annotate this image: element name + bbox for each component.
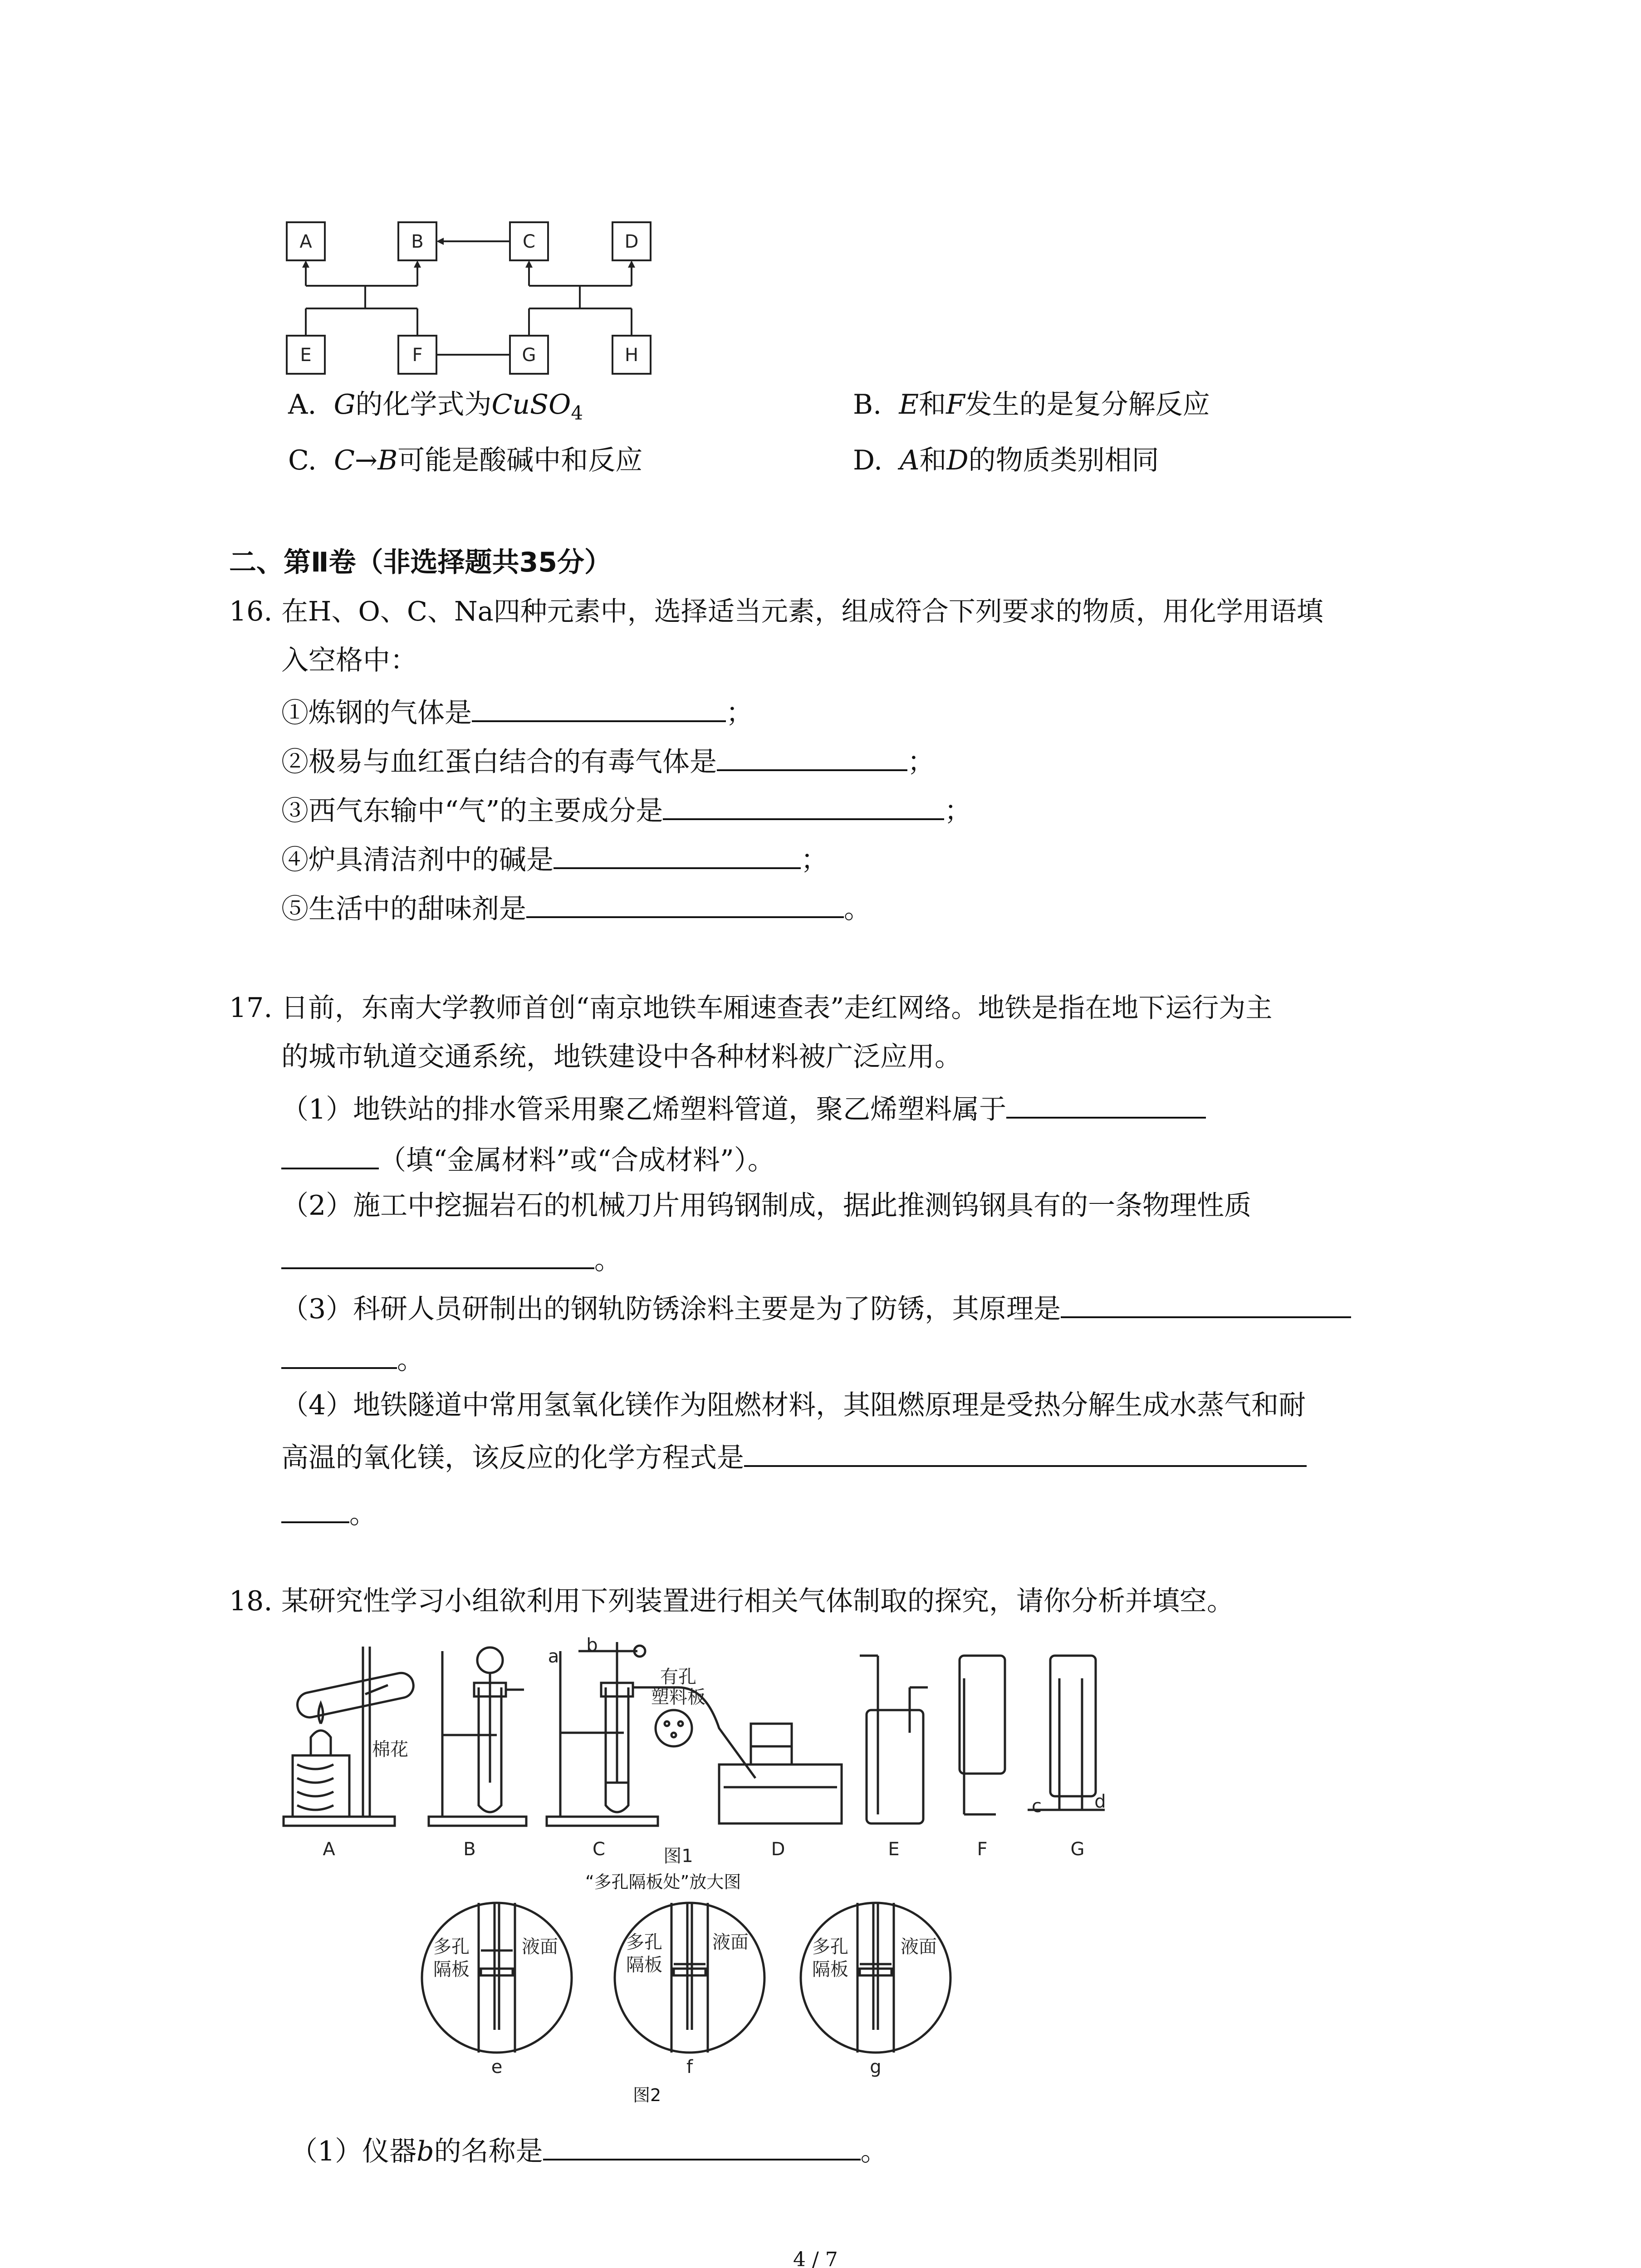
apparatus-label-g: G (1070, 1839, 1085, 1860)
q16-item-5 (281, 892, 871, 923)
answer-blank[interactable] (663, 794, 944, 820)
circle-label-g: g (870, 2057, 882, 2077)
q17-part2-line2 (281, 1243, 622, 1274)
part-text: 的名称是 (434, 2136, 543, 2167)
apparatus-label-a: A (323, 1839, 335, 1860)
apparatus-label-b: B (463, 1839, 476, 1860)
page-number: 4 / 7 (793, 2248, 838, 2268)
node-b-label: B (411, 231, 424, 252)
plate-label-1b: 隔板 (433, 1959, 470, 1980)
option-var: B (377, 445, 398, 476)
q18-number: 18. (229, 1585, 273, 1617)
part-var: b (416, 2136, 434, 2167)
node-e-label: E (300, 345, 312, 366)
q15-option-c (288, 447, 642, 474)
item-end: ； (944, 795, 972, 827)
option-text: 发生的是复分解反应 (965, 389, 1210, 420)
part-end: 。 (349, 1498, 377, 1530)
part-text: （填“金属材料”或“合成材料”）。 (379, 1144, 775, 1176)
circle-label-f: f (686, 2057, 693, 2077)
q16-stem-line2: 入空格中： (281, 645, 417, 676)
cotton-label: 棉花 (372, 1739, 408, 1760)
q17-part2-line1: （2）施工中挖掘岩石的机械刀片用钨钢制成，据此推测钨钢具有的一条物理性质 (281, 1190, 1252, 1222)
liquid-label-1: 液面 (522, 1936, 558, 1957)
node-f-label: F (412, 345, 423, 366)
answer-blank[interactable] (1006, 1092, 1206, 1119)
answer-blank[interactable] (717, 745, 907, 771)
option-label: A. (288, 389, 317, 420)
item-end: 。 (844, 893, 871, 925)
option-var: A (900, 445, 920, 476)
node-d-label: D (624, 231, 639, 252)
figure-2-caption: 图2 (633, 2085, 661, 2105)
plate-label-2b: 隔板 (626, 1955, 662, 1975)
part-text: 高温的氧化镁，该反应的化学方程式是 (281, 1442, 744, 1474)
option-label: C. (288, 445, 317, 476)
figure-1-caption: 图1 (663, 1846, 693, 1867)
option-arrow: → (354, 445, 378, 476)
q17-part4-line3 (281, 1497, 377, 1528)
part-end: 。 (397, 1344, 424, 1376)
port-c-label: c (1032, 1796, 1042, 1817)
q17-part1-line1 (281, 1092, 1206, 1123)
plate-label-2a: 多孔 (626, 1932, 662, 1953)
part-end: 。 (860, 2136, 888, 2167)
answer-blank[interactable] (1061, 1292, 1351, 1318)
item-end: ； (907, 746, 935, 778)
figure-1-apparatus (279, 1633, 1105, 1869)
node-h-label: H (624, 345, 639, 366)
part-end: 。 (594, 1244, 622, 1276)
node-c-label: C (523, 231, 535, 252)
option-var: F (946, 389, 965, 420)
q16-item-4 (281, 843, 828, 874)
q15-option-d (853, 447, 1159, 474)
answer-blank[interactable] (554, 843, 801, 869)
item-text: ①炼钢的气体是 (281, 697, 472, 729)
q15-option-a (288, 391, 583, 423)
option-subscript: 4 (571, 402, 583, 424)
option-text: 的化学式为 (355, 389, 492, 420)
q17-part4-line2 (281, 1441, 1307, 1474)
item-end: ； (801, 844, 828, 876)
part-text: （1）仪器 (290, 2136, 417, 2167)
item-text: ⑤生活中的甜味剂是 (281, 893, 526, 925)
q17-stem-line2: 的城市轨道交通系统，地铁建设中各种材料被广泛应用。 (281, 1041, 962, 1073)
figure-2-enlarged (417, 1896, 962, 2087)
answer-blank[interactable] (281, 1143, 379, 1169)
q17-number: 17. (229, 992, 273, 1024)
node-a-label: A (299, 231, 312, 252)
q16-item-3 (281, 794, 971, 825)
port-d-label: d (1094, 1791, 1106, 1812)
answer-blank[interactable] (526, 892, 844, 918)
option-text: 和 (919, 389, 946, 420)
relationship-diagram (277, 218, 667, 386)
q17-part3-line2 (281, 1343, 424, 1374)
apparatus-label-f: F (977, 1839, 988, 1860)
item-text: ③西气东输中“气”的主要成分是 (281, 795, 663, 827)
option-label: D. (853, 445, 883, 476)
section-title: 二、第Ⅱ卷（非选择题共35分） (229, 547, 612, 578)
option-text: 的物质类别相同 (968, 445, 1159, 476)
q17-stem-line1: 日前，东南大学教师首创“南京地铁车厢速查表”走红网络。地铁是指在地下运行为主 (281, 992, 1273, 1023)
q17-part4-line1: （4）地铁隧道中常用氢氧化镁作为阻燃材料，其阻燃原理是受热分解生成水蒸气和耐 (281, 1389, 1306, 1421)
option-var: E (899, 389, 919, 420)
node-g-label: G (522, 345, 536, 366)
answer-blank[interactable] (281, 1497, 349, 1523)
item-text: ②极易与血红蛋白结合的有毒气体是 (281, 746, 717, 778)
option-var: D (946, 445, 969, 476)
part-text: （3）科研人员研制出的钢轨防锈涂料主要是为了防锈，其原理是 (281, 1293, 1061, 1325)
option-text: 和 (919, 445, 947, 476)
apparatus-label-c: C (593, 1839, 605, 1860)
plate-label-1a: 多孔 (433, 1936, 470, 1957)
option-text: 可能是酸碱中和反应 (397, 445, 643, 476)
q18-stem: 某研究性学习小组欲利用下列装置进行相关气体制取的探究，请你分析并填空。 (281, 1585, 1234, 1617)
answer-blank[interactable] (281, 1343, 397, 1369)
option-var: C (334, 445, 355, 476)
option-var: G (333, 389, 356, 420)
answer-blank[interactable] (472, 696, 726, 722)
instrument-a-label: a (548, 1646, 559, 1667)
part-text: （1）地铁站的排水管采用聚乙烯塑料管道，聚乙烯塑料属于 (281, 1094, 1007, 1125)
apparatus-label-d: D (771, 1839, 785, 1860)
option-formula: CuSO (491, 389, 571, 420)
option-label: B. (853, 389, 882, 420)
liquid-label-2: 液面 (712, 1932, 749, 1953)
q16-item-2 (281, 745, 935, 776)
item-end: ； (726, 697, 753, 729)
circle-label-e: e (491, 2057, 503, 2077)
q16-number: 16. (229, 596, 273, 627)
figure-2-title: “多孔隔板处”放大图 (585, 1872, 741, 1892)
plate-label-line1: 有孔 (660, 1667, 696, 1687)
q15-option-b (853, 391, 1210, 418)
q17-part3-line1 (281, 1292, 1351, 1323)
q16-stem-line1: 在H、O、C、Na四种元素中，选择适当元素，组成符合下列要求的物质，用化学用语填 (281, 596, 1323, 627)
item-text: ④炉具清洁剂中的碱是 (281, 844, 554, 876)
q16-item-1 (281, 696, 753, 727)
answer-blank[interactable] (281, 1243, 594, 1269)
q17-part1-line2 (281, 1143, 775, 1174)
answer-blank[interactable] (744, 1441, 1307, 1467)
instrument-b-label: b (586, 1635, 598, 1656)
plate-label-3a: 多孔 (812, 1936, 848, 1957)
answer-blank[interactable] (543, 2134, 861, 2160)
apparatus-label-e: E (888, 1839, 900, 1860)
plate-label-3b: 隔板 (812, 1959, 848, 1980)
plate-label-line2: 塑料板 (651, 1687, 705, 1708)
liquid-label-3: 液面 (901, 1936, 937, 1957)
q18-part1 (290, 2134, 888, 2165)
